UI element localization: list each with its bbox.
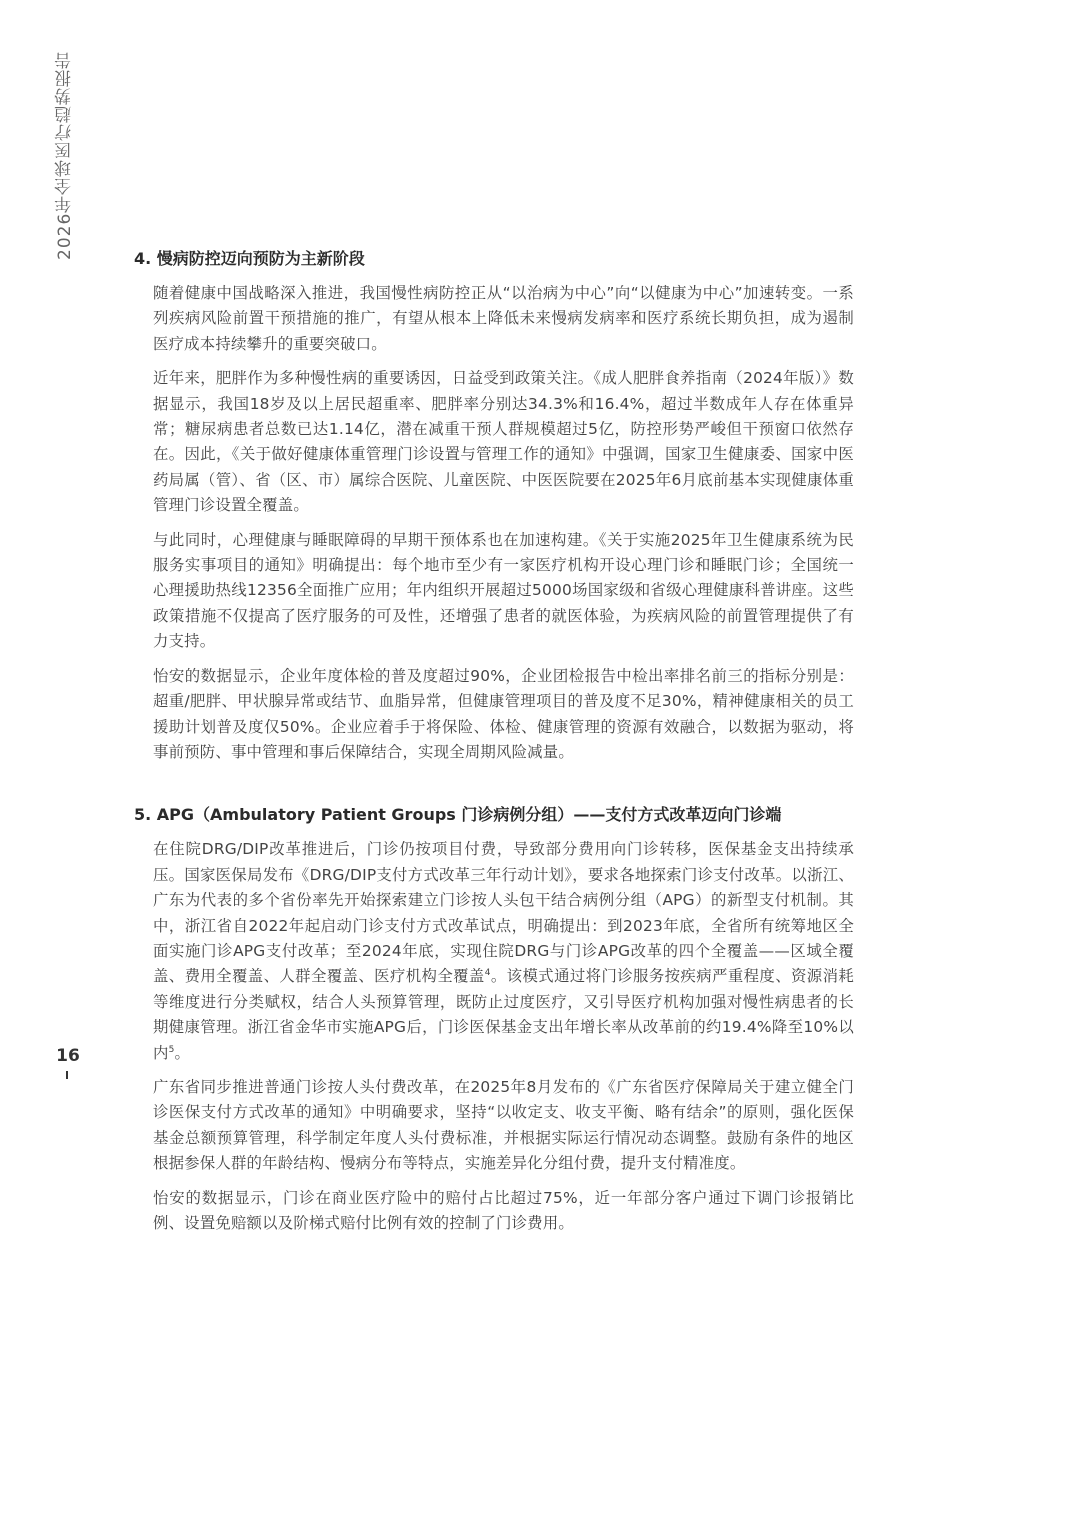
section-chronic-disease: [134, 247, 854, 765]
footnote-ref: 4: [484, 968, 491, 979]
section-apg: [134, 803, 854, 1236]
paragraph: 怡安的数据显示，门诊在商业医疗险中的赔付占比超过75%，近一年部分客户通过下调门诊报销比例、设置免赔额以及阶梯式赔付比例有效的控制了门诊费用。: [153, 1188, 854, 1232]
paragraph: 怡安的数据显示，企业年度体检的普及度超过90%，企业团检报告中检出率排名前三的指标分别是：超重/肥胖、甲状腺异常或结节、血脂异常，但健康管理项目的普及度不足30%，精神健康相关的员工援助计划普及度仅50%。企业应着手于将保险、体检、健康管理的资源有效融合，以数据为驱动，将事前预防、事中管理和事后保障结合，实现全周期风险减量。: [153, 666, 854, 761]
paragraph: 近年来，肥胖作为多种慢性病的重要诱因，日益受到政策关注。《成人肥胖食养指南（2024年版）》数据显示，我国18岁及以上居民超重率、肥胖率分别达34.3%和16.4%，超过半数成年人存在体重异常；糖尿病患者总数已达1.14亿，潜在减重干预人群规模超过5亿，防控形势严峻但干预窗口依然存在。因此，《关于做好健康体重管理门诊设置与管理工作的通知》中强调，国家卫生健康委、国家中医药局属（管）、省（区、市）属综合医院、儿童医院、中医医院要在2025年6月底前基本实现健康体重管理门诊设置全覆盖。: [153, 369, 854, 515]
paragraph: 随着健康中国战略深入推进，我国慢性病防控正从“以治病为中心”向“以健康为中心”加速转变。一系列疾病风险前置干预措施的推广，有望从根本上降低未来慢病发病率和医疗系统长期负担，成为遏制医疗成本持续攀升的重要突破口。: [153, 284, 854, 353]
paragraph: [153, 837, 854, 1066]
paragraph: 广东省同步推进普通门诊按人头付费改革，在2025年8月发布的《广东省医疗保障局关于建立健全门诊医保支付方式改革的通知》中明确要求，坚持“以收定支、收支平衡、略有结余”的原则，强化医保基金总额预算管理，科学制定年度人头付费标准，并根据实际运行情况动态调整。鼓励有条件的地区根据参保人群的年龄结构、慢病分布等特点，实施差异化分组付费，提升支付精准度。: [153, 1077, 854, 1173]
page-number: 16: [56, 1046, 80, 1066]
main-content: [134, 247, 854, 1245]
page-number-rule: [66, 1071, 68, 1079]
paragraph-text: 。: [174, 1043, 191, 1062]
paragraph: 与此同时，心理健康与睡眠障碍的早期干预体系也在加速构建。《关于实施2025年卫生健康系统为民服务实事项目的通知》明确提出：每个地市至少有一家医疗机构开设心理门诊和睡眠门诊；全国统一心理援助热线12356全面推广应用；年内组织开展超过5000场国家级和省级心理健康科普讲座。这些政策措施不仅提高了医疗服务的可及性，还增强了患者的就医体验，为疾病风险的前置管理提供了有力支持。: [153, 530, 854, 651]
paragraph-text: 。该模式通过将门诊服务按疾病严重程度、资源消耗等维度进行分类赋权，结合人头预算管理，既防止过度医疗，又引导医疗机构加强对慢性病患者的长期健康管理。浙江省金华市实施APG后，门诊医保基金支出年增长率从改革前的约19.4%降至10%以内: [153, 967, 854, 1062]
section-heading: 5. APG（Ambulatory Patient Groups 门诊病例分组）——支付方式改革迈向门诊端: [134, 805, 782, 825]
report-title-vertical: 2026年全球医疗趋势报告: [55, 50, 75, 260]
footnote-ref: 5: [168, 1044, 175, 1055]
section-heading: 4. 慢病防控迈向预防为主新阶段: [134, 249, 365, 268]
paragraph-text: 在住院DRG/DIP改革推进后，门诊仍按项目付费，导致部分费用向门诊转移，医保基金支出持续承压。国家医保局发布《DRG/DIP支付方式改革三年行动计划》，要求各地探索门诊支付改革。以浙江、广东为代表的多个省份率先开始探索建立门诊按人头包干结合病例分组（APG）的新型支付机制。其中，浙江省自2022年起启动门诊支付方式改革试点，明确提出：到2023年底，全省所有统筹地区全面实施门诊APG支付改革；至2024年底，实现住院DRG与门诊APG改革的四个全覆盖——区域全覆盖、费用全覆盖、人群全覆盖、医疗机构全覆盖: [153, 840, 854, 986]
